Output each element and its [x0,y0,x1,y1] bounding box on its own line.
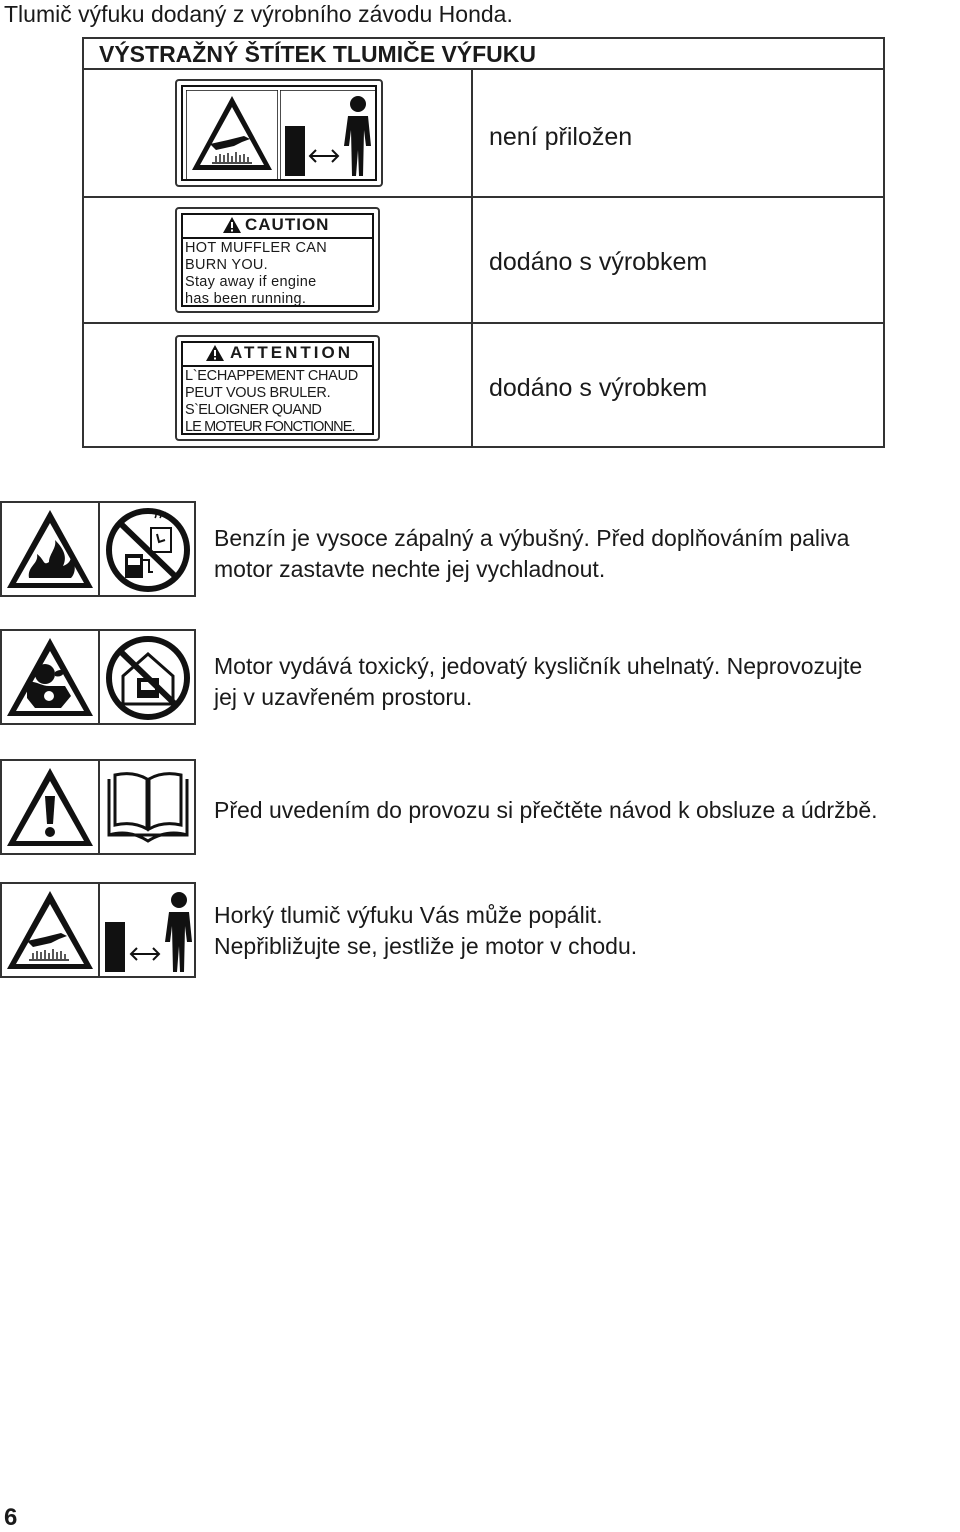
row2-status: dodáno s výrobkem [489,248,708,276]
keep-away-icon [103,890,195,974]
warning-text-hot-1: Horký tlumič výfuku Vás může popálit. [214,902,603,928]
read-manual-icon [103,769,193,849]
warning-text-manual-1: Před uvedením do provozu si přečtěte návod k obsluze a údržbě. [214,797,878,823]
attention-line-2: PEUT VOUS BRULER. [185,385,331,401]
warning-row-co [0,629,196,725]
warning-row-fuel [0,501,196,597]
general-warning-icon [5,766,95,850]
no-refuel-hot-engine-icon [103,506,193,594]
warning-text-co-2: jej v uzavřeném prostoru. [214,684,473,710]
attention-title: ATTENTION [230,343,354,362]
pictogram-label [175,79,383,187]
warning-text-fuel-2: motor zastavte nechte jej vychladnout. [214,556,606,582]
toxic-gas-warning-icon [5,636,95,720]
warning-text-fuel-1: Benzín je vysoce zápalný a výbušný. Před doplňováním paliva [214,525,850,551]
page-number: 6 [4,1504,18,1531]
caution-line-1: HOT MUFFLER CAN [185,240,327,256]
caution-line-4: has been running. [185,291,307,307]
attention-line-4: LE MOTEUR FONCTIONNE. [185,419,355,435]
row1-status: není přiložen [489,123,633,151]
hot-surface-warning-icon [186,90,278,180]
no-indoor-operation-icon [103,634,193,722]
caution-line-2: BURN YOU. [185,257,269,273]
table-header: VÝSTRAŽNÝ ŠTÍTEK TLUMIČE VÝFUKU [84,39,883,70]
hot-surface-warning-icon [5,889,95,973]
intro-text: Tlumič výfuku dodaný z výrobního závodu Honda. [4,1,513,27]
attention-line-3: S`ELOIGNER QUAND [185,402,322,418]
caution-label [175,207,380,313]
attention-label [175,335,380,441]
column-divider [471,70,473,448]
warning-row-hot [0,882,196,978]
keep-away-icon [280,90,376,180]
row-divider [84,322,883,324]
warning-row-manual [0,759,196,855]
warning-triangle-icon [222,216,242,234]
caution-line-3: Stay away if engine [185,274,317,290]
warning-text-co-1: Motor vydává toxický, jedovatý kysličník uhelnatý. Neprovozujte [214,653,863,679]
warning-triangle-icon [205,344,225,362]
muffler-label-table [82,37,885,448]
warning-text-hot-2: Nepřibližujte se, jestliže je motor v chodu. [214,933,638,959]
row-divider [84,196,883,198]
caution-title: CAUTION [245,215,330,234]
fire-warning-icon [5,508,95,592]
row3-status: dodáno s výrobkem [489,374,708,402]
attention-line-1: L`ECHAPPEMENT CHAUD [185,368,358,384]
